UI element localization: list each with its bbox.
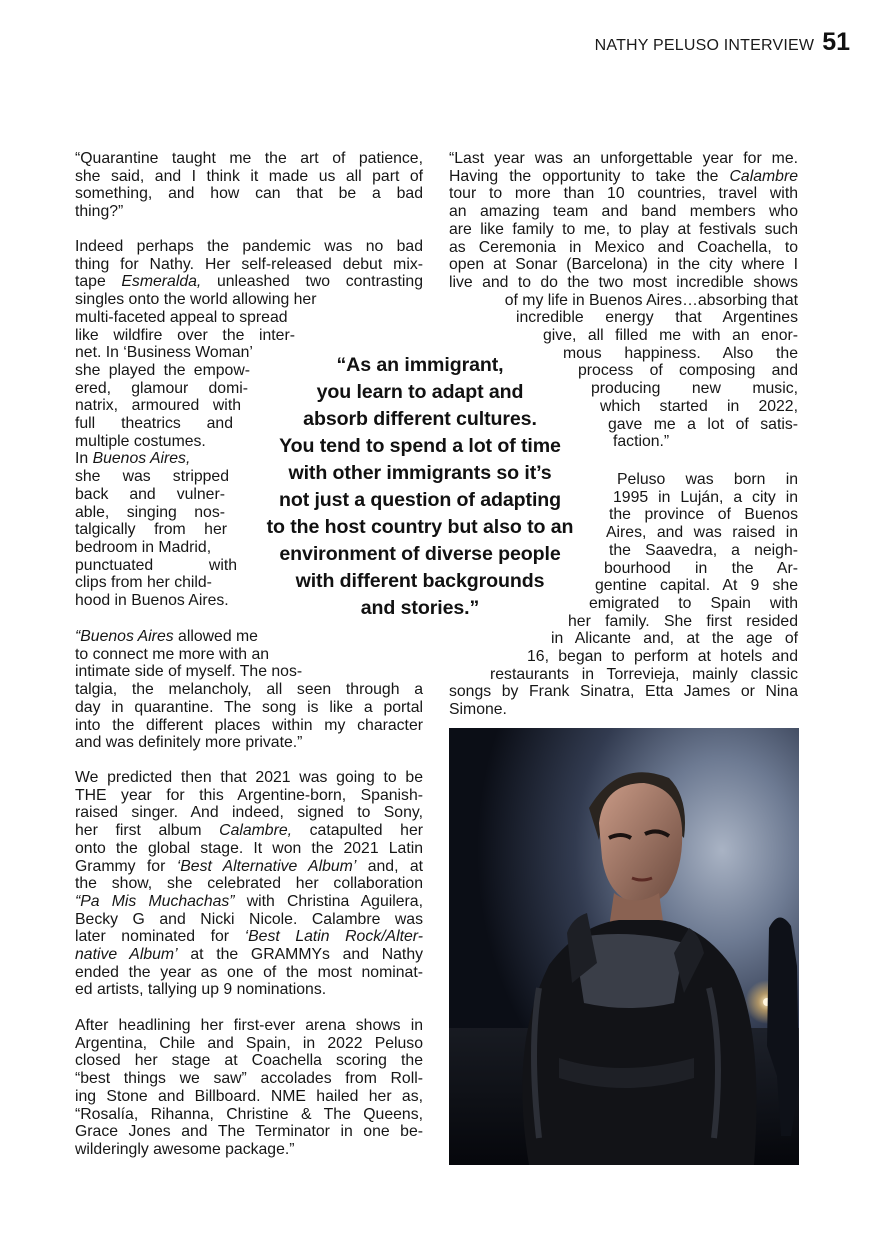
pull-quote-line: with different backgrounds (295, 570, 545, 592)
left-paragraph-5 (75, 1017, 423, 1159)
text-line: are like family to me, to play at festivals such (449, 220, 798, 238)
pull-quote-line: you learn to adapt and (316, 381, 524, 403)
text-line: able, singing nos- (75, 503, 225, 521)
text-line: and was definitely more private.” (75, 734, 303, 752)
pull-quote-line: and stories.” (360, 597, 480, 619)
text-line: “Quarantine taught me the art of patience, (75, 150, 423, 167)
text-line: day in quarantine. The song is like a portal (75, 698, 423, 716)
text-line: Indeed perhaps the pandemic was no bad (75, 238, 423, 255)
text-line: ed artists, tallying up 9 nominations. (75, 981, 327, 999)
text-line: of my life in Buenos Aires…absorbing that (504, 291, 798, 309)
text-line: tour to more than 10 countries, travel with (449, 185, 798, 203)
text-line: full theatrics and (75, 415, 233, 433)
text-line: back and vulner- (75, 485, 225, 503)
text-line: open at Sonar (Barcelona) in the city where I (449, 256, 798, 274)
text-line (75, 450, 235, 468)
text-line: incredible energy that Argentines (516, 309, 798, 327)
text-line: gentine capital. At 9 she (595, 577, 798, 595)
pull-quote-line: “As an immigrant, (336, 354, 504, 376)
text-line: “Last year was an unforgettable year for me. (449, 150, 798, 167)
text-line: restaurants in Torrevieja, mainly classic (490, 665, 798, 683)
left-paragraph-3 (75, 628, 423, 752)
pull-quote-line: You tend to spend a lot of time (279, 435, 561, 457)
text-line: give, all filled me with an enor- (543, 327, 798, 345)
text-line: like wildfire over the inter- (75, 326, 295, 344)
text-line: she was stripped (75, 468, 229, 486)
pull-quote-line: with other immigrants so it’s (288, 462, 552, 484)
text-line: ered, glamour domi- (75, 379, 248, 397)
text-line: hood in Buenos Aires. (75, 592, 229, 610)
text-line: Simone. (449, 701, 507, 719)
pull-quote-line: absorb different cultures. (303, 408, 537, 430)
text-run: catapulted her (292, 822, 423, 840)
text-line: Grace Jones and The Terminator in one be- (75, 1123, 423, 1141)
text-line: to connect me more with an (75, 645, 270, 663)
album-title-italic: Esmeralda, (121, 273, 202, 291)
text-run: allowed me (173, 628, 258, 645)
text-line: 16, began to perform at hotels and (527, 648, 798, 666)
text-line: “Rosalía, Rihanna, Christine & The Queens, (75, 1105, 423, 1123)
text-line: 1995 in Luján, a city in (613, 488, 798, 506)
text-line: We predicted then that 2021 was going to be (75, 769, 423, 786)
text-line: gave me a lot of satis- (608, 415, 798, 433)
text-line: which started in 2022, (600, 397, 798, 415)
text-run: tape (75, 273, 122, 291)
award-title-italic: ‘Best Alternative Album’ (176, 857, 357, 875)
text-run: Grammy for (75, 857, 177, 875)
pull-quote-line: environment of diverse people (279, 543, 561, 565)
left-paragraph-1 (75, 150, 423, 221)
text-line (75, 628, 295, 646)
album-title-italic: Calambre, (219, 822, 293, 840)
text-line: Becky G and Nicki Nicole. Calambre was (75, 910, 423, 928)
text-line: singles onto the world allowing her (75, 291, 317, 309)
text-line: into the different places within my character (75, 716, 423, 734)
portrait-illustration (449, 728, 799, 1165)
right-paragraph-2 (449, 471, 798, 719)
text-line: process of composing and (578, 362, 798, 380)
text-run: her first album (75, 822, 220, 840)
text-line (75, 893, 423, 911)
left-column (75, 150, 423, 221)
text-line: net. In ‘Business Woman’ (75, 344, 253, 362)
text-run: unleashed two contrasting (201, 273, 423, 291)
text-line (75, 946, 423, 964)
text-line: the show, she celebrated her collaboration (75, 875, 423, 893)
text-line: an amazing team and band members who (449, 203, 798, 221)
right-paragraph-1 (449, 150, 798, 451)
text-line: multi-faceted appeal to spread (75, 308, 288, 326)
text-line: talgically from her (75, 521, 227, 539)
text-line: clips from her child- (75, 574, 212, 592)
award-title-italic: ‘Best Latin Rock/Alter- (244, 928, 423, 946)
text-line: closed her stage at Coachella scoring the (75, 1052, 423, 1070)
pull-quote-line: to the host country but also to an (266, 516, 574, 538)
text-line: in Alicante and, at the age of (551, 630, 798, 648)
text-line: After headlining her first-ever arena shows in (75, 1017, 423, 1034)
text-line: bedroom in Madrid, (75, 538, 212, 556)
text-line (75, 858, 423, 876)
text-line (75, 928, 423, 946)
text-line: bourhood in the Ar- (604, 559, 798, 577)
text-line: songs by Frank Sinatra, Etta James or Nina (449, 683, 798, 701)
text-line: ended the year as one of the most nominat- (75, 963, 423, 981)
text-line: her family. She first resided (568, 612, 798, 630)
pull-quote-line: not just a question of adapting (278, 489, 562, 511)
text-line: the Saavedra, a neigh- (609, 541, 798, 559)
text-line (75, 822, 423, 840)
text-line: thing?” (75, 203, 124, 221)
text-line: she said, and I think it made us all part of (75, 167, 423, 185)
text-line (75, 273, 423, 291)
page-number: 51 (822, 28, 850, 56)
left-paragraph-4 (75, 769, 423, 999)
text-line: intimate side of myself. The nos- (75, 663, 303, 681)
text-line: “best things we saw” accolades from Roll- (75, 1070, 423, 1088)
text-run: later nominated for (75, 928, 245, 946)
header-title: NATHY PELUSO INTERVIEW (594, 37, 815, 54)
text-line (449, 168, 798, 186)
text-run: In (75, 450, 93, 468)
text-run: and, at (356, 857, 423, 875)
text-line: emigrated to Spain with (589, 594, 798, 612)
text-line: as Ceremonia in Mexico and Coachella, to (449, 238, 798, 256)
text-line: multiple costumes. (75, 432, 206, 450)
song-title-italic: Buenos Aires, (92, 450, 191, 468)
text-line: natrix, armoured with (75, 397, 241, 415)
text-run: with Christina Aguilera, (234, 892, 423, 910)
text-line: thing for Nathy. Her self-released debut mix- (75, 255, 423, 273)
text-line: THE year for this Argentine-born, Spanish- (75, 786, 423, 804)
award-title-italic: native Album’ (75, 946, 178, 964)
text-line: producing new music, (591, 380, 798, 398)
text-line: faction.” (613, 433, 670, 451)
text-line: she played the empow- (75, 361, 250, 379)
text-line: wilderingly awesome package.” (75, 1140, 295, 1158)
text-line: the province of Buenos (609, 506, 798, 524)
song-title-italic: “Buenos Aires (75, 628, 174, 645)
artist-photo (449, 728, 799, 1165)
text-line: talgia, the melancholy, all seen through a (75, 681, 423, 699)
text-run: Having the opportunity to take the (449, 167, 730, 185)
page-header (595, 28, 850, 57)
album-title-italic: Calambre (729, 167, 798, 185)
song-title-italic: “Pa Mis Muchachas” (75, 892, 235, 910)
text-line: Argentina, Chile and Spain, in 2022 Peluso (75, 1034, 423, 1052)
text-line: punctuated with (75, 556, 237, 574)
text-line: ing Stone and Billboard. NME hailed her as, (75, 1087, 423, 1105)
text-line: Peluso was born in (617, 471, 798, 488)
text-line: onto the global stage. It won the 2021 Latin (75, 839, 423, 857)
text-line: live and to do the two most incredible shows (449, 273, 798, 291)
text-line: Aires, and was raised in (606, 524, 798, 542)
text-line: something, and how can that be a bad (75, 185, 423, 203)
text-line: mous happiness. Also the (563, 344, 798, 362)
text-run: at the GRAMMYs and Nathy (177, 946, 423, 964)
text-line: raised singer. And indeed, signed to Sony, (75, 804, 423, 822)
